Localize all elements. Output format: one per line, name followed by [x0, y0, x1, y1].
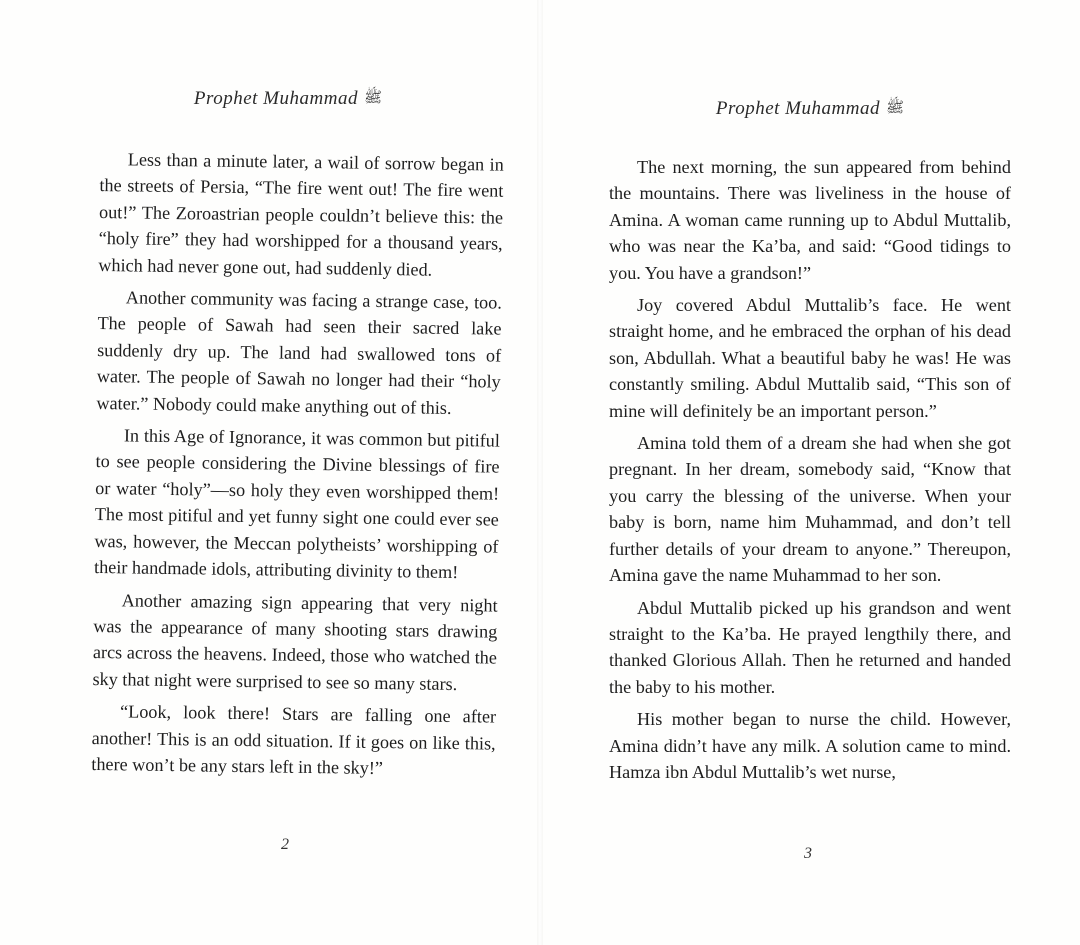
paragraph: His mother began to nurse the child. However, Amina didn’t have any milk. A solution came to mind. Hamza ibn Abdul Muttalib’s wet nurse,	[609, 709, 1011, 782]
page-number-right: 3	[804, 845, 812, 862]
page-number-left: 2	[281, 836, 289, 853]
paragraph: Abdul Muttalib picked up his grandson and went straight to the Ka’ba. He prayed lengthily there, and thanked Glorious Allah. Then he returned and handed the baby to his mother.	[609, 597, 1011, 697]
right-page-body	[609, 154, 1011, 791]
running-head-right	[540, 98, 1080, 120]
paragraph: Amina told them of a dream she had when she got pregnant. In her dream, somebody said, “Know that you carry the blessing of the universe. When your baby is born, name him Muhammad, and don’t tell further details of your dream to anyone.” Thereupon, Amina gave the name Muhammad to her son.	[609, 433, 1011, 586]
running-head-title: Prophet Muhammad	[193, 88, 358, 109]
running-head-title: Prophet Muhammad	[715, 98, 880, 119]
right-page	[540, 0, 1080, 945]
paragraph: Joy covered Abdul Muttalib’s face. He went straight home, and he embraced the orphan of his dead son, Abdullah. What a beautiful baby he was! He was constantly smiling. Abdul Muttalib said, “This son of mine will definitely be an important person.”	[609, 295, 1011, 421]
paragraph: Less than a minute later, a wail of sorrow began in the streets of Persia, “The fire went out! The fire went out!” The Zoroastrian people couldn’t believe this: the “holy fire” they had worshipped for a thousand years, which had never gone out, had suddenly died.	[98, 149, 504, 280]
paragraph: Another community was facing a strange case, too. The people of Sawah had seen their sacred lake suddenly dry up. The land had swallowed tons of water. The people of Sawah no longer had their “holy water.” Nobody could make anything out of this.	[96, 287, 502, 418]
paragraph: The next morning, the sun appeared from behind the mountains. There was liveliness in the house of Amina. A woman came running up to Abdul Muttalib, who was near the Ka’ba, and said: “Good tidings to you. You have a grandson!”	[609, 157, 1011, 283]
paragraph: In this Age of Ignorance, it was common but pitiful to see people considering the Divine blessings of fire or water “holy”—so holy they even worshipped them! The most pitiful and yet funny sight one could ever see was, however, the Meccan polytheists’ worshipping of their handmade idols, attributing divinity to them!	[93, 425, 501, 583]
paragraph: “Look, look there! Stars are falling one after another! This is an odd situation. If it goes on like this, there won’t be any stars left in the sky!”	[91, 701, 497, 778]
honorific-glyph: ﷺ	[363, 90, 383, 106]
paragraph: Another amazing sign appearing that very night was the appearance of many shooting stars drawing arcs across the heavens. Indeed, those who watched the sky that night were surprised to see so many stars.	[92, 589, 498, 694]
left-page-body	[91, 146, 504, 789]
honorific-glyph: ﷺ	[885, 100, 905, 116]
running-head-left	[18, 88, 558, 110]
